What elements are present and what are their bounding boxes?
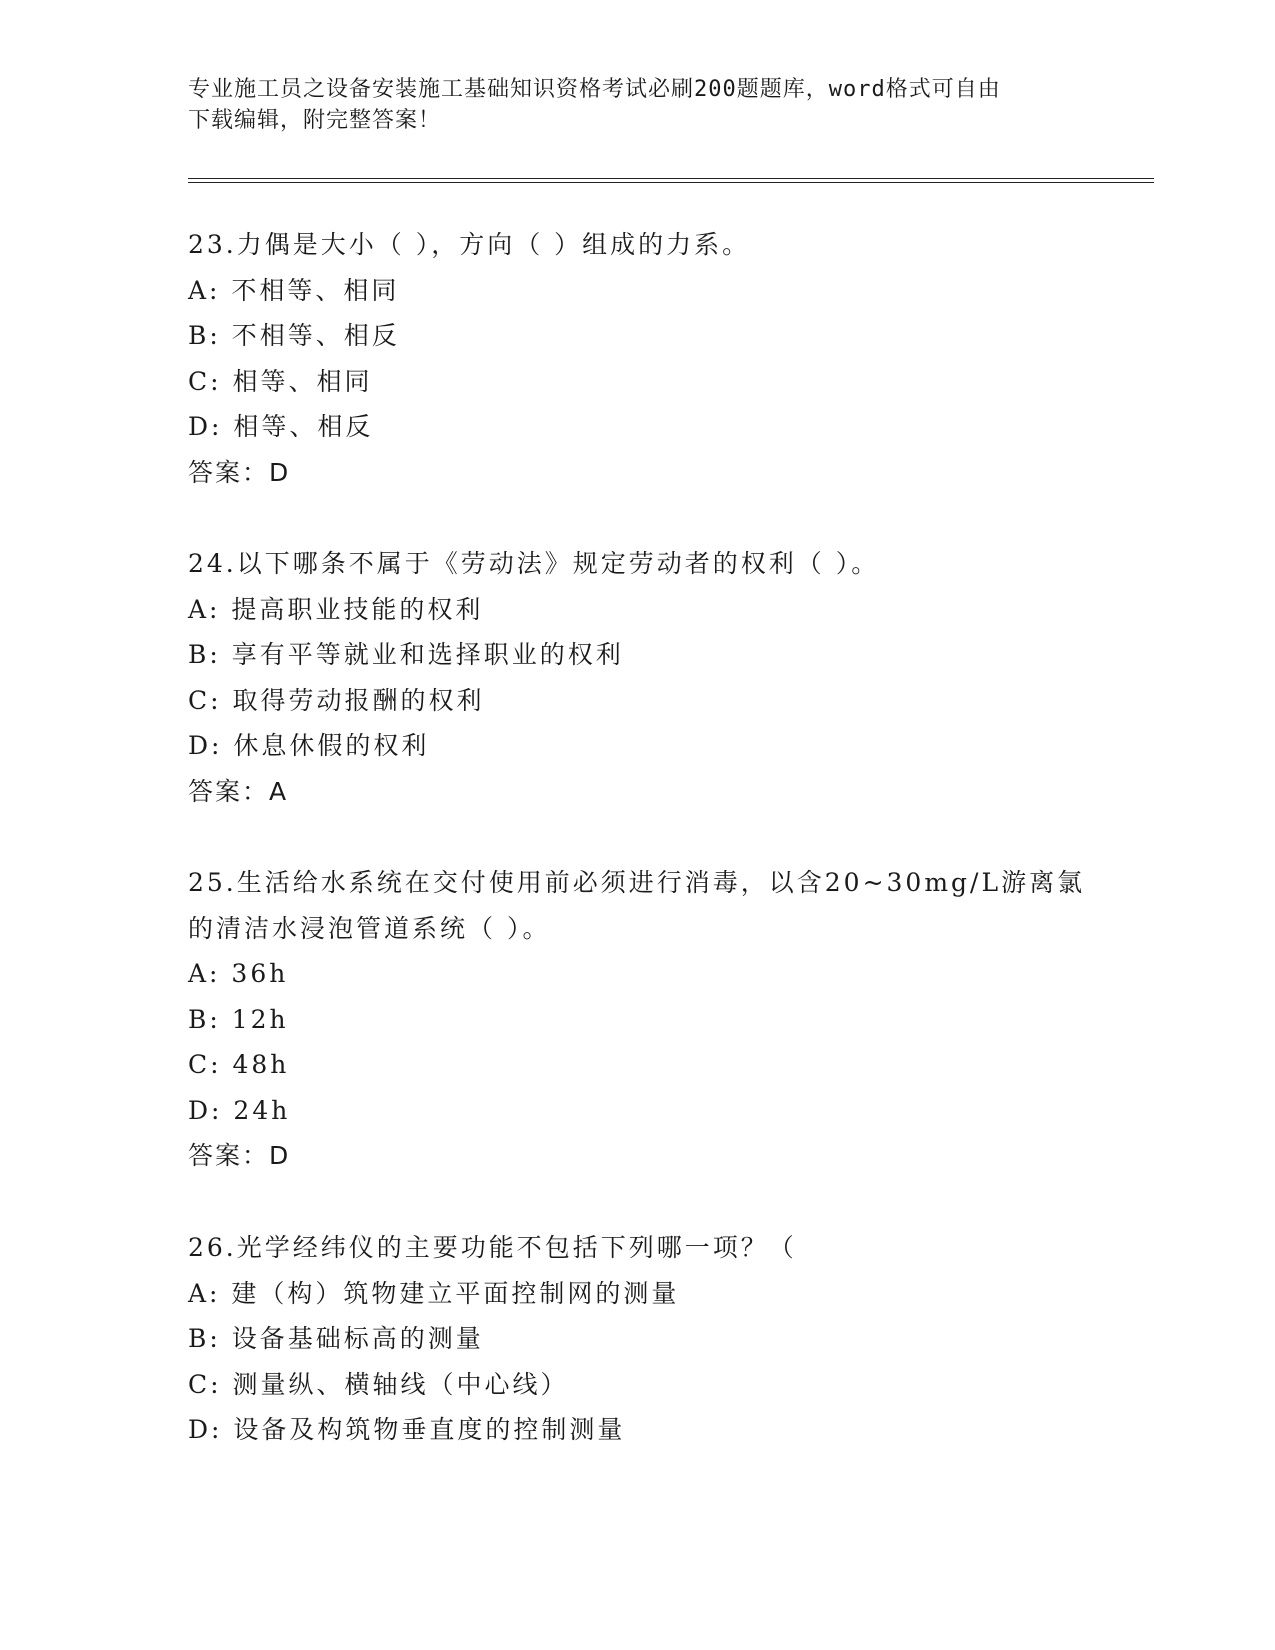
option-a: A: 提高职业技能的权利 [188, 594, 484, 624]
option-c: C: 测量纵、横轴线（中心线） [188, 1369, 569, 1399]
answer: 答案：D [188, 1141, 291, 1170]
document-header [188, 74, 1068, 136]
option-d: D: 24h [188, 1095, 291, 1125]
question-stem: 23.力偶是大小（ ），方向（ ）组成的力系。 [188, 230, 751, 259]
option-a: A: 不相等、相同 [188, 275, 400, 305]
question-stem-line-2: 的清洁水浸泡管道系统（ ）。 [188, 913, 551, 943]
header-divider [188, 178, 1154, 183]
question-26 [188, 1225, 1088, 1453]
question-24 [188, 541, 1088, 814]
option-b: B: 不相等、相反 [188, 321, 400, 350]
answer: 答案：A [188, 776, 289, 806]
option-b: B: 享有平等就业和选择职业的权利 [188, 640, 624, 669]
option-a: A: 建（构）筑物建立平面控制网的测量 [188, 1278, 680, 1308]
option-c: C: 48h [188, 1050, 290, 1079]
option-d: D: 设备及构筑物垂直度的控制测量 [188, 1415, 626, 1444]
option-b: B: 12h [188, 1004, 289, 1034]
question-stem: 26.光学经纬仪的主要功能不包括下列哪一项？（ [188, 1233, 797, 1262]
option-b: B: 设备基础标高的测量 [188, 1324, 484, 1353]
option-a: A: 36h [188, 959, 289, 988]
option-d: D: 休息休假的权利 [188, 731, 430, 760]
header-line-2: 下载编辑，附完整答案！ [188, 108, 442, 133]
question-stem: 24.以下哪条不属于《劳动法》规定劳动者的权利（ ）。 [188, 549, 880, 578]
question-23 [188, 222, 1088, 495]
option-d: D: 相等、相反 [188, 412, 374, 441]
header-line-1: 专业施工员之设备安装施工基础知识资格考试必刷200题题库，word格式可自由 [188, 77, 1001, 102]
answer: 答案：D [188, 457, 291, 487]
option-c: C: 相等、相同 [188, 366, 373, 396]
question-25 [188, 860, 1088, 1179]
option-c: C: 取得劳动报酬的权利 [188, 685, 485, 715]
question-stem-line-1: 25.生活给水系统在交付使用前必须进行消毒，以含20~30mg/L游离氯 [188, 868, 1086, 897]
